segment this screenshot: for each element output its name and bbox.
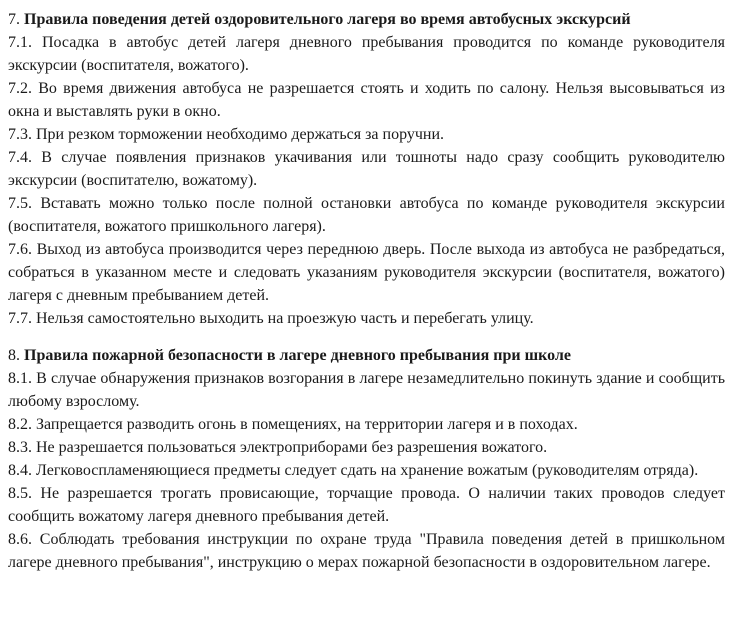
rule-item: 7.6. Выход из автобуса производится через переднюю дверь. После выхода из автобуса не разбредаться, собраться в указанном месте и следовать указаниям руководителя экскурсии (воспитателя, вожатого) лагеря с дневным пребыванием детей. (8, 241, 725, 304)
rule-item: 7.1. Посадка в автобус детей лагеря дневного пребывания проводится по команде руководителя экскурсии (воспитателя, вожатого). (8, 34, 725, 74)
rule-item: 8.6. Соблюдать требования инструкции по охране труда "Правила поведения детей в пришкольном лагере дневного пребывания", инструкцию о мерах пожарной безопасности в оздоровительном лагере. (8, 531, 725, 571)
rule-item: 7.5. Вставать можно только после полной остановки автобуса по команде руководителя экскурсии (воспитателя, вожатого пришкольного лагеря). (8, 195, 725, 235)
rule-item: 7.3. При резком торможении необходимо держаться за поручни. (8, 126, 445, 143)
rule-item: 8.1. В случае обнаружения признаков возгорания в лагере незамедлительно покинуть здание и сообщить любому взрослому. (8, 370, 725, 410)
section-number: 7. (8, 11, 20, 28)
section-bus-excursions (8, 8, 725, 330)
section-fire-safety (8, 344, 725, 574)
rule-item: 7.7. Нельзя самостоятельно выходить на проезжую часть и перебегать улицу. (8, 310, 534, 327)
section-number: 8. (8, 347, 20, 364)
rule-item: 8.2. Запрещается разводить огонь в помещениях, на территории лагеря и в походах. (8, 416, 578, 433)
rule-item: 8.5. Не разрешается трогать провисающие, торчащие провода. О наличии таких проводов следует сообщить вожатому лагеря дневного пребывания детей. (8, 485, 725, 525)
rule-item: 8.4. Легковоспламеняющиеся предметы следует сдать на хранение вожатым (руководителям отряда). (8, 462, 699, 479)
rule-item: 8.3. Не разрешается пользоваться электроприборами без разрешения вожатого. (8, 439, 548, 456)
rule-item: 7.4. В случае появления признаков укачивания или тошноты надо сразу сообщить руководителю экскурсии (воспитателю, вожатому). (8, 149, 725, 189)
section-title: Правила пожарной безопасности в лагере дневного пребывания при школе (24, 347, 571, 364)
rule-item: 7.2. Во время движения автобуса не разрешается стоять и ходить по салону. Нельзя высовываться из окна и выставлять руки в окно. (8, 80, 725, 120)
section-title: Правила поведения детей оздоровительного лагеря во время автобусных экскурсий (24, 11, 631, 28)
section-heading (8, 8, 725, 31)
section-heading (8, 344, 725, 367)
